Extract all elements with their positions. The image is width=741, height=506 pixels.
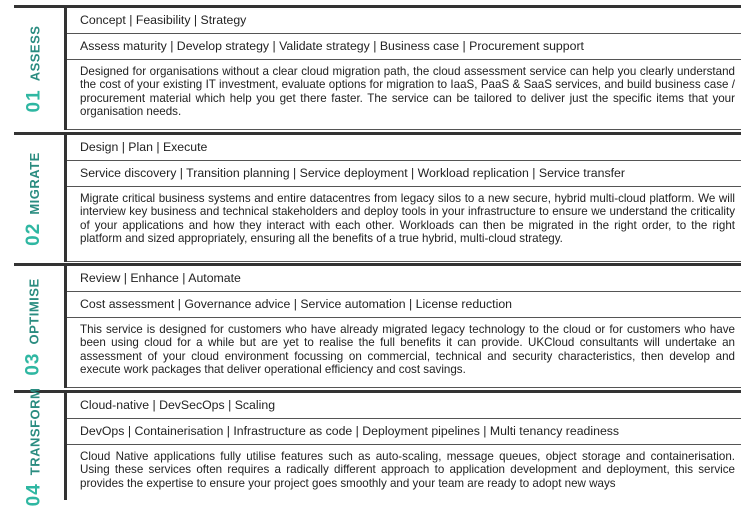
description-row: Designed for organisations without a clear cloud migration path, the cloud assessment service can help you clearly understand the cost of your existing IT investment, evaluate options for migration to IaaS, PaaS & SaaS services, and build business case / procurement material which help you get there faster. The service can be tailored to deliver just the specific items that your organisation needs. <box>67 60 741 130</box>
services-row: Cost assessment | Governance advice | Service automation | License reduction <box>67 292 741 318</box>
section-migrate <box>14 132 741 262</box>
services-row: DevOps | Containerisation | Infrastructure as code | Deployment pipelines | Multi tenancy readiness <box>67 419 741 445</box>
section-label <box>14 266 54 388</box>
tagline-row: Design | Plan | Execute <box>67 135 741 161</box>
description-row: Migrate critical business systems and entire datacentres from legacy silos to a new secure, hybrid multi-cloud platform. We will interview key business and technical stakeholders and deploy tools in your infrastructure to ensure we understand the criticality of your applications and how they interact with each other. Workloads can then be migrated in the right order, to the right platform and sized appropriately, ensuring all the benefits of a true hybrid, multi-cloud strategy. <box>67 187 741 262</box>
section-optimise <box>14 263 741 388</box>
section-number: 03 <box>23 352 45 376</box>
section-number: 04 <box>23 482 44 506</box>
tagline-row: Review | Enhance | Automate <box>67 266 741 292</box>
tagline-row: Cloud-native | DevSecOps | Scaling <box>67 393 741 419</box>
section-name: OPTIMISE <box>27 278 43 345</box>
section-transform <box>14 387 741 506</box>
section-label <box>14 135 54 262</box>
section-number: 02 <box>23 222 44 246</box>
section-name: MIGRATE <box>27 151 42 215</box>
section-name: ASSESS <box>27 25 43 82</box>
section-label <box>14 8 54 130</box>
tagline-row: Concept | Feasibility | Strategy <box>67 8 741 34</box>
section-number: 01 <box>23 89 45 113</box>
description-row: This service is designed for customers who have already migrated legacy technology to the cloud or for customers who have been using cloud for a while but are yet to realise the full benefits it can provide. UKCloud consultants will undertake an assessment of your cloud environment focussing on commercial, technical and security characteristics, then develop and execute work packages that deliver operational efficiency and cost savings. <box>67 318 741 388</box>
services-row: Service discovery | Transition planning | Service deployment | Workload replication | Service transfer <box>67 161 741 187</box>
section-name: TRANSFORM <box>27 387 42 475</box>
description-row: Cloud Native applications fully utilise features such as auto-scaling, message queues, object storage and containerisation. Using these services often requires a radically different approach to application development and deployment, this service provides the expertise to ensure your project goes smoothly and your team are ready to adopt new ways <box>80 450 735 490</box>
services-row: Assess maturity | Develop strategy | Validate strategy | Business case | Procurement support <box>67 34 741 60</box>
section-assess <box>14 5 741 130</box>
section-label <box>14 387 54 506</box>
